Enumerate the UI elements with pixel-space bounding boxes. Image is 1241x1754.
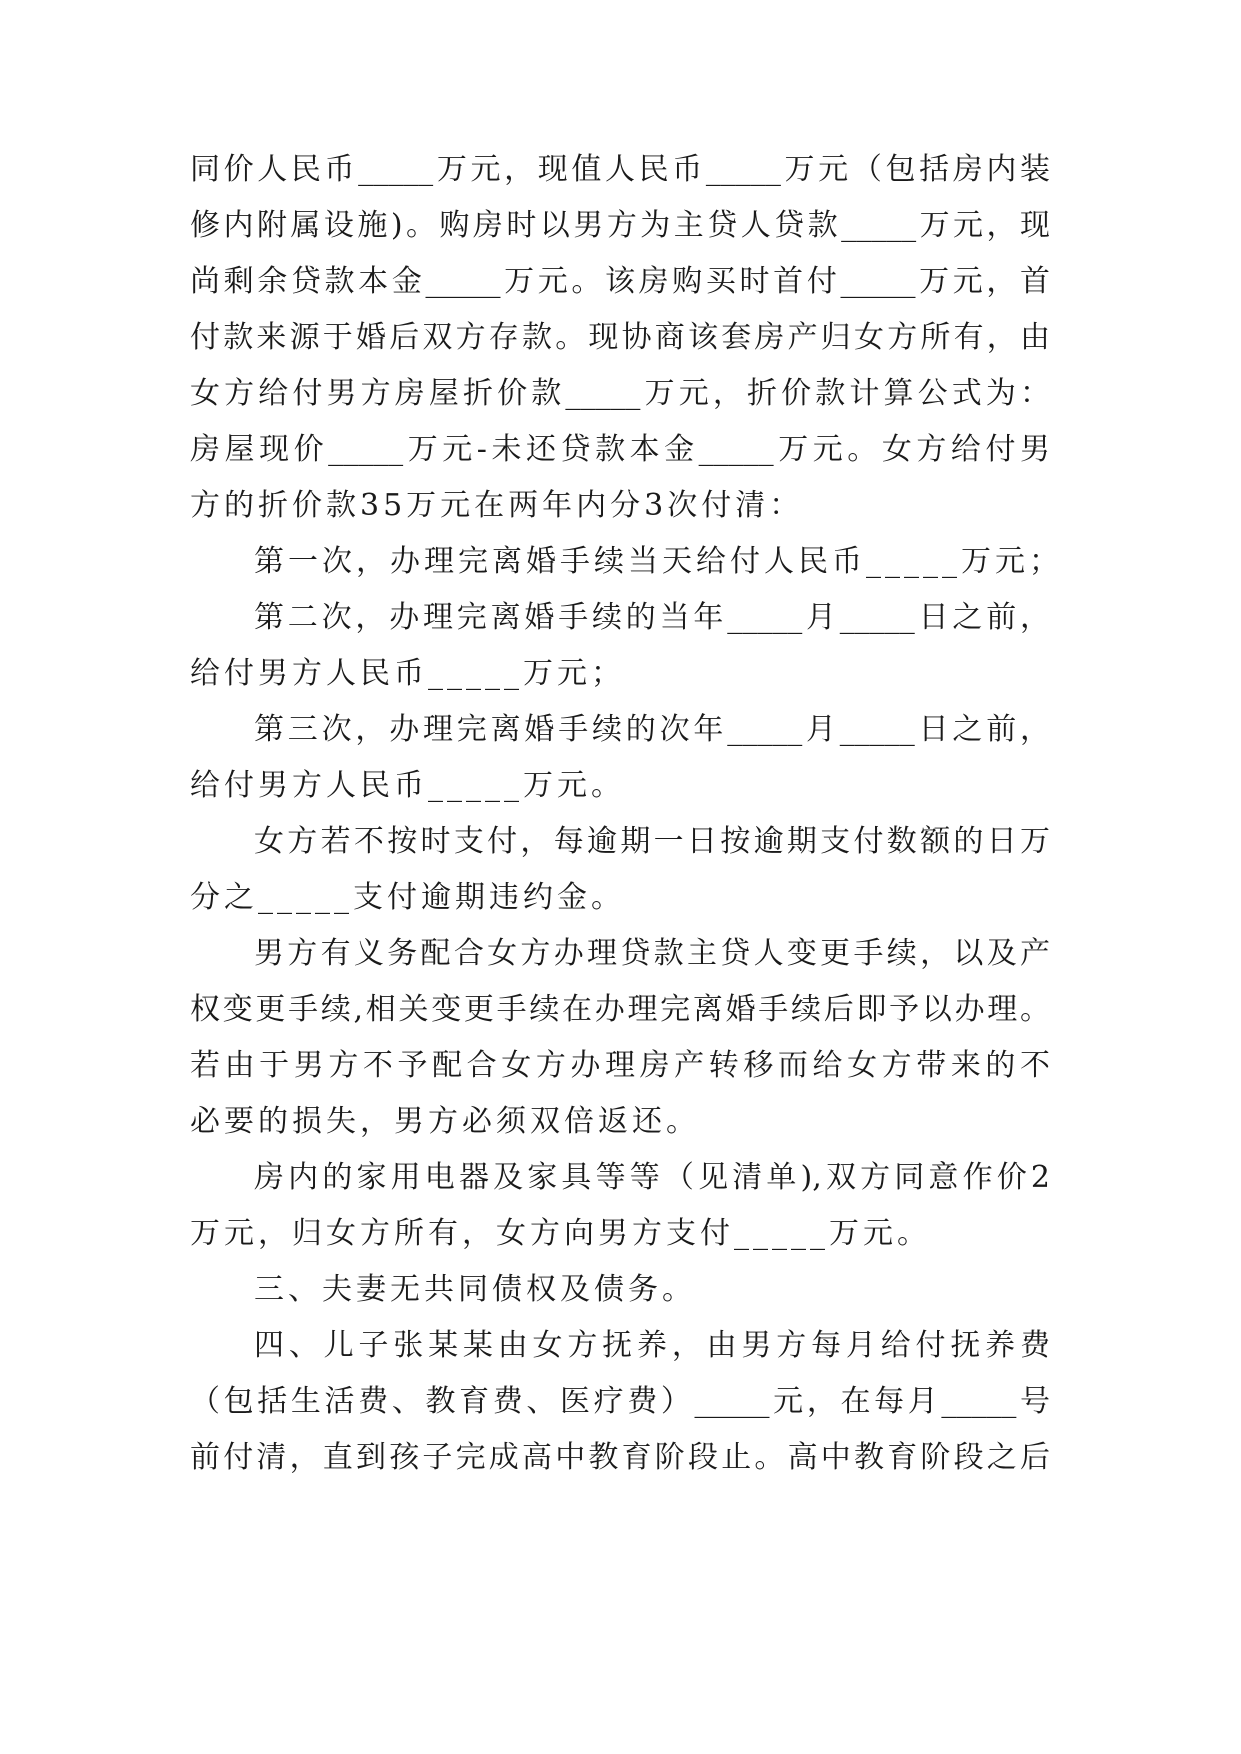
text-line: 三、夫妻无共同债权及债务。 xyxy=(254,1272,696,1307)
text-line: 房屋现价_____万元-未还贷款本金_____万元。女方给付男 xyxy=(190,432,1050,467)
text-line: 女方若不按时支付，每逾期一日按逾期支付数额的日万 xyxy=(254,824,1050,859)
text-line: 若由于男方不予配合女方办理房产转移而给女方带来的不 xyxy=(190,1048,1050,1083)
text-line: 修内附属设施)。购房时以男方为主贷人贷款_____万元，现 xyxy=(190,208,1050,243)
text-line: （包括生活费、教育费、医疗费）_____元，在每月_____号 xyxy=(190,1384,1050,1419)
text-line: 给付男方人民币_____万元。 xyxy=(190,768,625,803)
text-line: 第一次，办理完离婚手续当天给付人民币_____万元； xyxy=(254,544,1063,579)
text-line: 男方有义务配合女方办理贷款主贷人变更手续，以及产 xyxy=(254,936,1050,971)
text-line: 方的折价款35万元在两年内分3次付清： xyxy=(190,488,804,523)
text-line: 第三次，办理完离婚手续的次年_____月_____日之前， xyxy=(254,712,1050,747)
text-line: 必要的损失，男方必须双倍返还。 xyxy=(190,1104,700,1139)
text-line: 权变更手续,相关变更手续在办理完离婚手续后即予以办理。 xyxy=(190,992,1050,1027)
text-line: 分之_____支付逾期违约金。 xyxy=(190,880,625,915)
text-line: 尚剩余贷款本金_____万元。该房购买时首付_____万元，首 xyxy=(190,264,1050,299)
text-line: 万元，归女方所有，女方向男方支付_____万元。 xyxy=(190,1216,931,1251)
text-line: 同价人民币_____万元，现值人民币_____万元（包括房内装 xyxy=(190,152,1050,187)
text-line: 付款来源于婚后双方存款。现协商该套房产归女方所有，由 xyxy=(190,320,1050,355)
text-line: 给付男方人民币_____万元； xyxy=(190,656,625,691)
text-line: 第二次，办理完离婚手续的当年_____月_____日之前， xyxy=(254,600,1050,635)
text-line: 房内的家用电器及家具等等（见清单),双方同意作价2 xyxy=(254,1160,1050,1195)
text-line: 女方给付男方房屋折价款_____万元，折价款计算公式为： xyxy=(190,376,1050,411)
text-line: 四、儿子张某某由女方抚养，由男方每月给付抚养费 xyxy=(254,1328,1050,1363)
text-line: 前付清，直到孩子完成高中教育阶段止。高中教育阶段之后 xyxy=(190,1440,1050,1475)
